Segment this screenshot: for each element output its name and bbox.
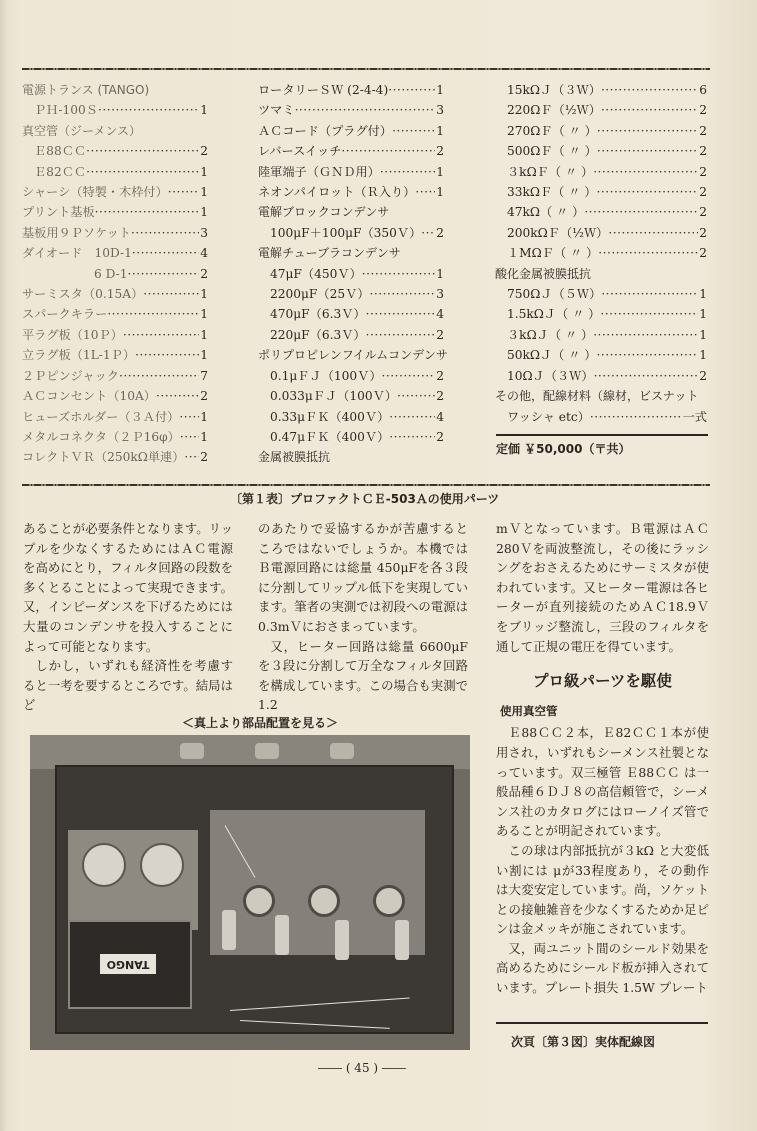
part-name: 立ラグ板（1L-1Ｐ） [22,348,136,363]
parts-row [258,386,444,406]
table-bottom-dashed-rule [22,484,710,486]
parts-row [495,386,707,406]
parts-row [258,264,444,284]
part-name: Ｅ88ＣＣ [34,144,87,159]
part-quantity: 1 [200,429,208,444]
parts-row [258,366,444,386]
leader-dots [594,366,699,386]
parts-row [22,141,208,161]
parts-row [258,223,444,243]
leader-dots [179,407,199,427]
part-name: 1.5kΩＪ（ 〃 ） [507,307,601,322]
leader-dots [389,407,435,427]
capacitor-icon [335,920,349,960]
part-name: 0.1μＦＪ（100Ｖ） [270,368,382,383]
transformer-label: TANGO [100,954,156,974]
paragraph: mＶとなっています。Ｂ電源はＡＣ280Ｖを両波整流し，その後にラッシングをおさえるためにサーミスタが使われています。又ヒーター電源は各ヒーターが直列接続のためＡＣ18.9Ｖをブリッジ整流し，三段のフィルタを通して正規の電圧を得ています。 [496,521,709,654]
parts-row [258,447,444,467]
capacitor-icon [395,920,409,960]
part-quantity: 2 [699,144,707,159]
leader-dots [601,100,698,120]
part-name: 200kΩＦ（½Ｗ） [507,225,609,240]
part-name: 47μF（450Ｖ） [270,266,362,281]
part-name: 0.47μＦＫ（400Ｖ） [270,429,390,444]
parts-row [258,182,444,202]
leader-dots [590,407,682,427]
leader-dots [156,386,199,406]
parts-row [22,162,208,182]
parts-row [495,345,707,365]
part-quantity: 4 [436,307,444,322]
part-name: 電解ブロックコンデンサ [258,205,390,220]
vacuum-tube-icon [373,885,405,917]
parts-column-3 [495,80,707,427]
chassis-photo [30,735,470,1050]
part-quantity: 1 [200,348,208,363]
parts-row [22,447,208,467]
leader-dots [180,427,199,447]
leader-dots [601,80,698,100]
part-name: ３kΩＪ（ 〃 ） [507,327,594,342]
leader-dots [397,386,435,406]
page-number: ―― ( 45 ) ―― [318,1061,406,1075]
parts-row [258,427,444,447]
next-page-rule [496,1022,708,1024]
part-quantity: 4 [200,246,208,261]
leader-dots [382,366,436,386]
part-name: その他，配線材料（線材，ビスナット [495,389,699,404]
parts-row [22,366,208,386]
part-quantity: 2 [436,429,444,444]
part-quantity: 3 [436,103,444,118]
parts-row [22,345,208,365]
part-quantity: 2 [436,144,444,159]
parts-row [22,100,208,120]
part-name: １MΩＦ（ 〃 ） [507,246,599,261]
knob-icon [330,743,354,759]
part-quantity: 2 [699,164,707,179]
part-name: 0.033μＦＪ（100Ｖ） [270,389,398,404]
leader-dots [421,223,435,243]
parts-row [258,325,444,345]
parts-row [258,202,444,222]
leader-dots [597,121,698,141]
part-quantity: 1 [200,287,208,302]
part-name: 220μF（6.3Ｖ） [270,327,366,342]
parts-row [22,121,208,141]
part-quantity: 6 [699,83,707,97]
parts-row [22,284,208,304]
part-name: ３kΩＦ（ 〃 ） [507,164,594,179]
part-quantity: 2 [436,327,444,342]
part-quantity: 1 [436,123,444,138]
part-name: 47kΩ（ 〃 ） [507,205,585,220]
parts-row [495,100,707,120]
parts-row [22,407,208,427]
leader-dots [135,345,199,365]
part-name: プリント基板 [22,205,95,220]
leader-dots [184,447,199,467]
paragraph: 又，両ユニット間のシールド効果を高めるためにシールド板が挿入されています。プレート損失 1.5W プレート [496,940,709,996]
price-text: 定価 ￥50,000（〒共） [496,442,631,456]
power-transformer [68,920,192,1009]
part-name: レバースイッチ [258,144,342,159]
part-name: 220ΩＦ（½Ｗ） [507,103,601,118]
parts-row [258,407,444,427]
part-name: 電解チューブラコンデンサ [258,246,401,261]
part-quantity: 1 [436,185,444,200]
paragraph: のあたりで妥協するかが苦慮するところではないでしょうか。本機ではＢ電源回路には総量 450μFを各３段に分割してリップル低下を実現しています。筆者の実測では初段への電源は 0.3mＶにおさまっています。 [258,521,468,634]
parts-row [258,121,444,141]
part-quantity: 1 [436,266,444,281]
parts-row [495,284,707,304]
knob-icon [180,743,204,759]
vacuum-tube-icon [243,885,275,917]
leader-dots [98,100,199,120]
part-quantity: 1 [200,103,208,118]
parts-row [22,304,208,324]
part-name: 真空管（ジーメンス） [22,123,142,138]
parts-column-2 [258,80,448,468]
part-quantity: 2 [436,389,444,404]
parts-row [22,243,208,263]
part-quantity: 一式 [682,409,707,424]
part-name: 500ΩＦ（ 〃 ） [507,144,597,159]
paragraph: しかし，いずれも経済性を考慮すると一考を要するところです。結局はど [23,658,233,713]
part-name: サーミスタ（0.15A） [22,287,144,302]
photo-caption: ＜真上より部品配置を見る＞ [181,716,338,730]
part-name: ツマミ [258,103,295,118]
leader-dots [593,325,698,345]
parts-row [258,304,444,324]
part-quantity: 1 [200,327,208,342]
parts-row [495,182,707,202]
part-quantity: 2 [699,123,707,138]
parts-row [495,223,707,243]
article-column-1 [23,519,233,715]
top-dashed-rule [22,68,710,70]
leader-dots [143,284,199,304]
table-caption: 〔第１表〕プロファクトＣＥ-503Ａの使用パーツ [230,492,500,506]
part-name: コレクトＶＲ（250kΩ単連） [22,450,185,465]
part-quantity: 1 [699,307,707,322]
parts-row [258,345,448,365]
part-quantity: 2 [436,225,444,240]
leader-dots [362,264,436,284]
part-quantity: 2 [200,450,208,465]
part-name: 100μF＋100μF（350Ｖ） [270,225,422,240]
part-name: 電源トランス (TANGO) [22,83,150,97]
capacitor-icon [275,915,289,955]
parts-row [258,141,444,161]
part-name: ワッシャ etc） [507,409,590,424]
part-name: ポリプロピレンフイルムコンデンサ [258,348,448,363]
parts-row [495,80,707,100]
leader-dots [168,182,199,202]
part-name: 平ラグ板（10Ｐ） [22,327,123,342]
paragraph: あることが必要条件となります。リップルを少なくするためにはＡＣ電源を高めにとり，フィルタ回路の段数を多くとることによって実現できます。又，インピーダンスを下げるためには大量のコンデンサを投入することによって可能となります。 [23,521,233,654]
part-quantity: 2 [200,144,208,159]
part-quantity: 1 [699,327,707,342]
article-column-2 [258,519,468,715]
leader-dots [95,202,200,222]
subsection-title: 使用真空管 [500,703,558,718]
part-name: 50kΩＪ（ 〃 ） [507,348,597,363]
parts-row [495,264,707,284]
part-name: 10ΩＪ（３Ｗ） [507,368,594,383]
photo-pcb [210,810,425,955]
leader-dots [366,304,436,324]
part-name: シャーシ（特製・木枠付） [22,185,168,200]
part-name: 陸軍端子（ＧＮＤ用） [258,164,380,179]
leader-dots [380,162,435,182]
section-title: プロ級パーツを駆使 [533,672,672,691]
part-name: スパークキラー [22,307,108,322]
leader-dots [369,284,435,304]
parts-row [22,386,208,406]
parts-row [22,325,208,345]
leader-dots [128,264,200,284]
part-quantity: 2 [699,103,707,118]
parts-row [495,202,707,222]
parts-row [495,141,707,161]
parts-row [258,162,444,182]
leader-dots [132,243,199,263]
leader-dots [597,141,698,161]
part-quantity: 2 [436,368,444,383]
leader-dots [597,182,699,202]
leader-dots [593,162,698,182]
vacuum-tube-icon [308,885,340,917]
block-capacitor-icon [82,843,126,887]
leader-dots [366,325,436,345]
parts-column-1 [22,80,208,468]
leader-dots [415,182,435,202]
parts-row [258,284,444,304]
leader-dots [597,345,699,365]
part-name: メタルコネクタ（２Ｐ16φ） [22,429,180,444]
parts-row [22,223,208,243]
part-quantity: 1 [200,185,208,200]
part-name: ＡＣコード（プラグ付） [258,123,393,138]
part-name: ネオンパイロット（Ｒ入り） [258,185,416,200]
leader-dots [119,366,199,386]
parts-row [22,427,208,447]
next-page-note: 次頁〔第３図〕実体配線図 [511,1035,656,1049]
part-quantity: 1 [200,164,208,179]
leader-dots [608,223,698,243]
part-quantity: 1 [200,409,208,424]
part-name: 基板用９Ｐソケット [22,225,131,240]
part-name: ＰＨ-100Ｓ [34,103,98,118]
parts-row [495,243,707,263]
part-quantity: 2 [699,225,707,240]
paragraph: 又，ヒーター回路は総量 6600μF を３段に分割して万全なフィルタ回路を構成しています。この場合も実測で1.2 [258,638,468,713]
part-quantity: 1 [699,348,707,363]
part-quantity: 1 [436,164,444,179]
part-name: 0.33μＦＫ（400Ｖ） [270,409,390,424]
knob-icon [255,743,279,759]
part-name: 470μF（6.3Ｖ） [270,307,366,322]
leader-dots [392,121,435,141]
parts-row [258,243,444,263]
parts-row [258,100,444,120]
parts-row [495,407,707,427]
parts-row [22,264,208,284]
leader-dots [600,304,698,324]
leader-dots [86,162,199,182]
leader-dots [86,141,199,161]
parts-row [22,182,208,202]
parts-row [495,121,707,141]
leader-dots [584,202,698,222]
capacitor-icon [222,910,236,950]
paragraph: Ｅ88ＣＣ２本，Ｅ82ＣＣ１本が使用され，いずれもシーメンス社製となっています。双三極管 Ｅ88ＣＣ は一般品種６ＤＪ８の高信頼管で，シーメンス社のカタログにはローノイズ管であることが明記されています。 [496,725,709,839]
part-name: ロータリーＳＷ (2-4-4) [258,83,389,97]
part-name: ヒューズホルダー（３Ａ付） [22,409,180,424]
leader-dots [123,325,199,345]
leader-dots [598,243,698,263]
leader-dots [389,427,435,447]
article-column-3 [496,519,709,998]
parts-row [22,202,208,222]
part-quantity: 1 [436,83,444,97]
part-quantity: 4 [436,409,444,424]
leader-dots [388,80,435,100]
part-name: 金属被膜抵抗 [258,450,331,465]
photo-front-panel [30,735,470,769]
part-quantity: 1 [699,287,707,302]
paragraph: この球は内部抵抗が３kΩ と大変低い割には μが33程度あり，その動作は大変安定しています。尚，ソケットとの接触雑音を少なくするためか足ピンは金メッキが施こされています。 [496,842,709,937]
part-quantity: 2 [699,185,707,200]
part-quantity: 7 [200,368,208,383]
block-capacitor-icon [140,843,184,887]
part-name: 270ΩＦ（ 〃 ） [507,123,597,138]
part-name: 酸化金属被膜抵抗 [495,266,592,281]
part-quantity: 2 [200,266,208,281]
part-name: 33kΩＦ（ 〃 ） [507,185,597,200]
leader-dots [601,284,698,304]
part-name: Ｅ82ＣＣ [34,164,87,179]
parts-row [22,80,208,100]
part-name: 2200μF（25Ｖ） [270,287,370,302]
part-name: 750ΩＪ（５Ｗ） [507,287,602,302]
parts-row [258,80,444,100]
parts-row [495,304,707,324]
leader-dots [131,223,199,243]
part-name: ＡＣコンセント（10A） [22,389,156,404]
part-name: 6 D-1 [94,266,128,281]
leader-dots [107,304,199,324]
part-quantity: 2 [699,246,707,261]
part-quantity: 2 [699,205,707,220]
part-quantity: 3 [200,225,208,240]
leader-dots [341,141,435,161]
price-rule [496,434,708,436]
part-name: ダイオード 10D-1 [22,246,132,261]
part-quantity: 2 [200,389,208,404]
parts-row [495,366,707,386]
part-quantity: 3 [436,287,444,302]
part-quantity: 1 [200,307,208,322]
part-name: ２Ｐピンジャック [22,368,119,383]
parts-row [495,325,707,345]
parts-row [495,162,707,182]
part-quantity: 2 [699,368,707,383]
part-quantity: 1 [200,205,208,220]
leader-dots [295,100,436,120]
part-name: 15kΩＪ（３Ｗ） [507,83,601,97]
